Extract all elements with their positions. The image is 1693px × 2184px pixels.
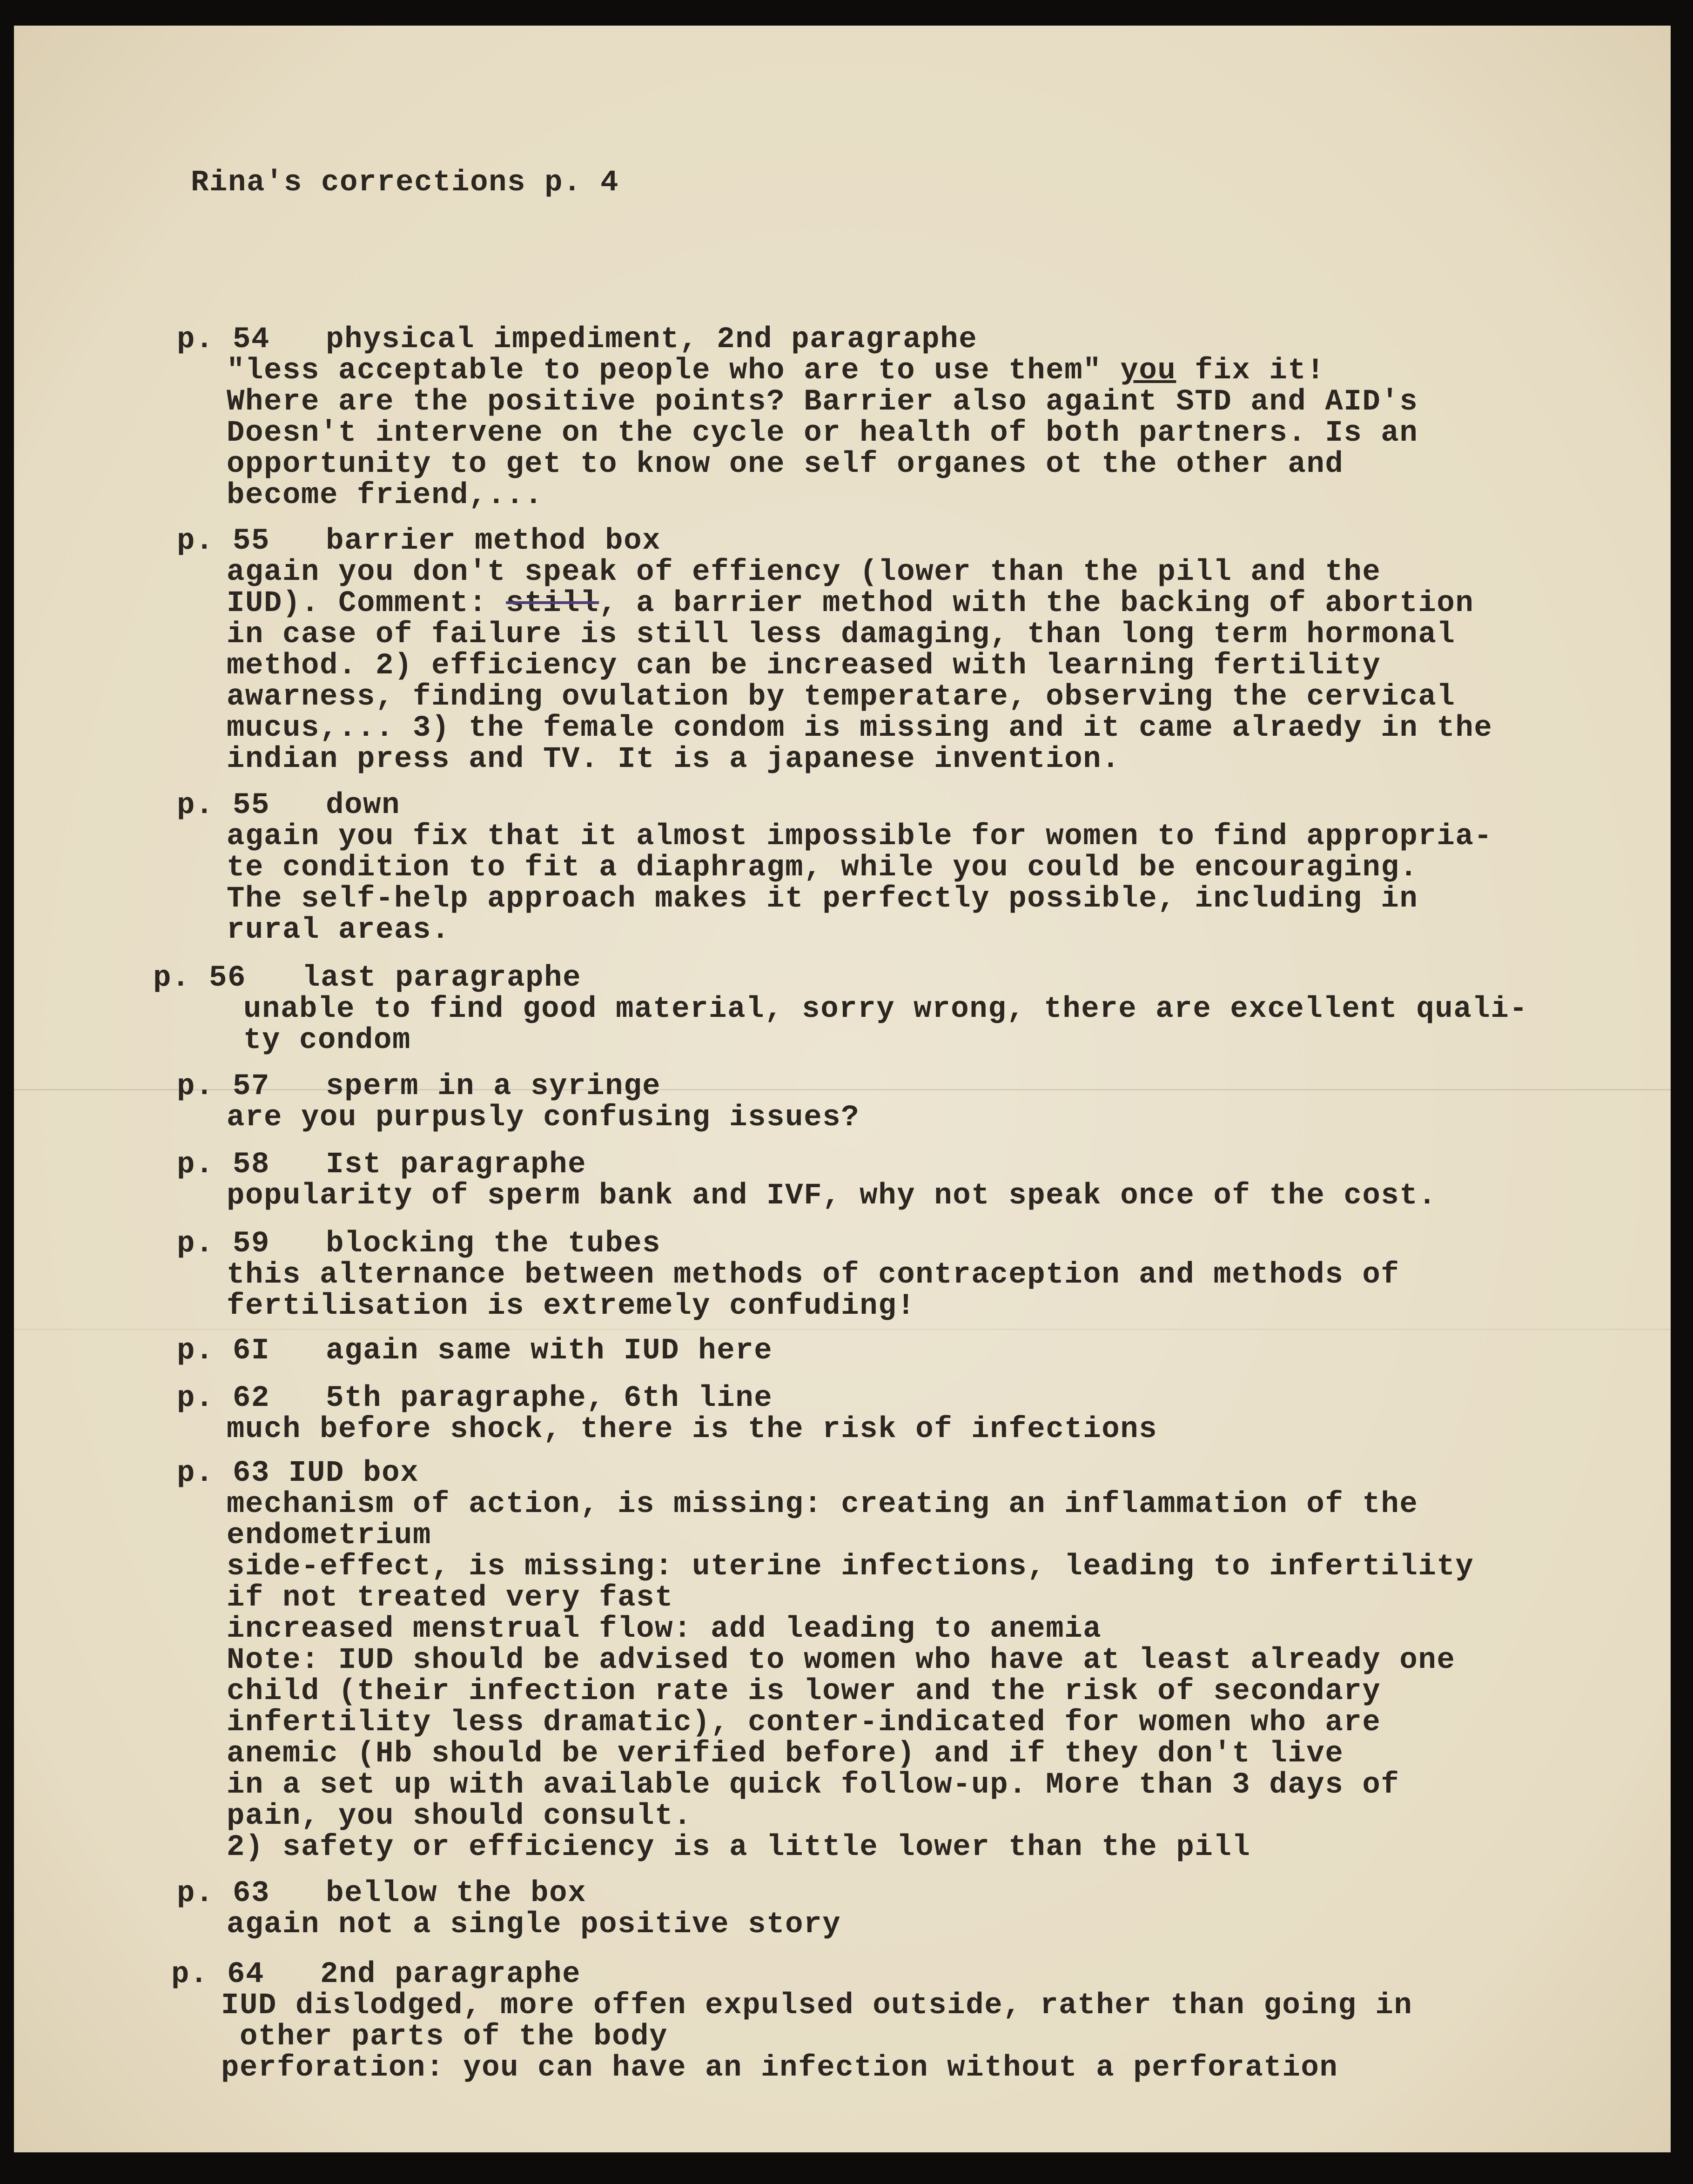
entry-line: side-effect, is missing: uterine infections, leading to infertility: [227, 1550, 1474, 1584]
entry-line: Where are the positive points? Barrier also againt STD and AID's: [227, 385, 1418, 419]
entry-line: method. 2) efficiency can be increased with learning fertility: [227, 649, 1381, 683]
correction-entry: [153, 963, 1528, 1056]
entry-line: awarness, finding ovulation by temperatare, observing the cervical: [227, 680, 1456, 714]
page-reference: p. 55: [177, 524, 270, 558]
entry-heading: down: [326, 789, 401, 822]
entry-line: [177, 588, 1492, 619]
correction-entry: [177, 324, 1418, 511]
entry-line: perforation: you can have an infection without a perforation: [221, 2051, 1338, 2085]
entry-line: become friend,...: [227, 479, 544, 512]
entry-heading: Ist paragraphe: [326, 1148, 587, 1182]
line-segment: IUD). Comment:: [227, 587, 506, 620]
correction-entry: [171, 1959, 1412, 2084]
entry-header: [177, 1336, 773, 1367]
entry-line: again you don't speak of effiency (lower than the pill and the: [227, 556, 1381, 589]
entry-line: [177, 356, 1418, 387]
correction-entry: [177, 1383, 1157, 1445]
entry-line: IUD dislodged, more offen expulsed outside, rather than going in: [221, 1989, 1413, 2023]
page-reference: p. 63: [177, 1877, 270, 1910]
entry-heading: barrier method box: [326, 524, 661, 558]
page-reference: p. 55: [177, 789, 270, 822]
entry-heading: sperm in a syringe: [326, 1070, 661, 1103]
paper-fold: [14, 1329, 1671, 1330]
entry-header: [177, 1229, 1399, 1260]
entry-line: ty condom: [243, 1024, 411, 1057]
entry-line: mechanism of action, is missing: creating an inflammation of the: [227, 1488, 1418, 1521]
entry-line: pain, you should consult.: [227, 1800, 692, 1833]
entry-line: endometrium: [227, 1519, 432, 1552]
page-reference: p. 54: [177, 323, 270, 356]
entry-header: [177, 1071, 860, 1102]
entry-line: mucus,... 3) the female condom is missing and it came alraedy in the: [227, 712, 1493, 745]
entry-line: opportunity to get to know one self organes ot the other and: [227, 448, 1344, 481]
entry-line: are you purpusly confusing issues?: [227, 1101, 860, 1135]
correction-entry: [177, 1071, 860, 1134]
entry-heading: blocking the tubes: [326, 1227, 661, 1261]
entry-heading: last paragraphe: [302, 961, 582, 995]
correction-entry: [177, 1336, 773, 1367]
entry-line: unable to find good material, sorry wrong, there are excellent quali-: [243, 993, 1528, 1026]
underlined-word: you: [1120, 354, 1176, 388]
entry-header: [153, 963, 1528, 994]
page-reference: p. 62: [177, 1382, 270, 1415]
page-reference: p. 6I: [177, 1334, 270, 1368]
page-reference: p. 58: [177, 1148, 270, 1182]
entry-heading: IUD box: [289, 1457, 419, 1490]
entry-header: [177, 1149, 1437, 1181]
page-title: Rina's corrections p. 4: [191, 166, 619, 200]
entry-header: [177, 790, 1492, 821]
entry-header: [177, 1383, 1157, 1414]
entry-line: anemic (Hb should be verified before) and if they don't live: [227, 1737, 1344, 1771]
entry-heading: physical impediment, 2nd paragraphe: [326, 323, 978, 356]
entry-line: fertilisation is extremely confuding!: [227, 1290, 916, 1323]
correction-entry: [177, 1458, 1474, 1863]
entry-line: Note: IUD should be advised to women who have at least already one: [227, 1644, 1456, 1677]
entry-header: [177, 1878, 841, 1909]
correction-entry: [177, 1878, 841, 1941]
entry-line: if not treated very fast: [227, 1581, 674, 1615]
entry-line: other parts of the body: [221, 2020, 668, 2054]
entry-line: again not a single positive story: [227, 1908, 841, 1942]
entry-line: child (their infection rate is lower and the risk of secondary: [227, 1675, 1381, 1708]
struck-word: still: [506, 587, 599, 620]
entry-line: Doesn't intervene on the cycle or health of both partners. Is an: [227, 417, 1418, 450]
line-segment: , a barrier method with the backing of abortion: [599, 587, 1474, 620]
entry-line: increased menstrual flow: add leading to anemia: [227, 1613, 1102, 1646]
entry-line: popularity of sperm bank and IVF, why not speak once of the cost.: [227, 1179, 1437, 1213]
entry-line: in case of failure is still less damaging, than long term hormonal: [227, 618, 1456, 652]
entry-line: in a set up with available quick follow-up. More than 3 days of: [227, 1768, 1400, 1802]
entry-header: [177, 526, 1492, 557]
page-reference: p. 64: [171, 1958, 265, 1991]
entry-header: [177, 324, 1418, 356]
entry-line: The self-help approach makes it perfectly possible, including in: [227, 882, 1418, 916]
correction-entry: [177, 790, 1492, 946]
page-reference: p. 59: [177, 1227, 270, 1261]
correction-entry: [177, 1149, 1437, 1212]
entry-heading: 2nd paragraphe: [320, 1958, 581, 1991]
entry-line: indian press and TV. It is a japanese invention.: [227, 743, 1121, 776]
correction-entry: [177, 1229, 1399, 1322]
entry-line: this alternance between methods of contraception and methods of: [227, 1258, 1400, 1292]
entry-line: much before shock, there is the risk of infections: [227, 1413, 1158, 1446]
line-segment: "less acceptable to people who are to use them": [227, 354, 1121, 388]
correction-entry: [177, 526, 1492, 775]
page-reference: p. 56: [153, 961, 247, 995]
page-reference: p. 57: [177, 1070, 270, 1103]
entry-heading: 5th paragraphe, 6th line: [326, 1382, 773, 1415]
entry-line: again you fix that it almost impossible for women to find appropria-: [227, 820, 1493, 853]
page-reference: p. 63: [177, 1457, 270, 1490]
entry-heading: bellow the box: [326, 1877, 587, 1910]
entry-heading: again same with IUD here: [326, 1334, 773, 1368]
line-segment: fix it!: [1176, 354, 1325, 388]
entry-line: rural areas.: [227, 914, 450, 947]
entry-header: [177, 1458, 1474, 1489]
entry-line: 2) safety or efficiency is a little lower than the pill: [227, 1831, 1251, 1864]
entry-line: infertility less dramatic), conter-indicated for women who are: [227, 1706, 1381, 1740]
entry-header: [171, 1959, 1412, 1990]
entry-line: te condition to fit a diaphragm, while you could be encouraging.: [227, 851, 1418, 885]
